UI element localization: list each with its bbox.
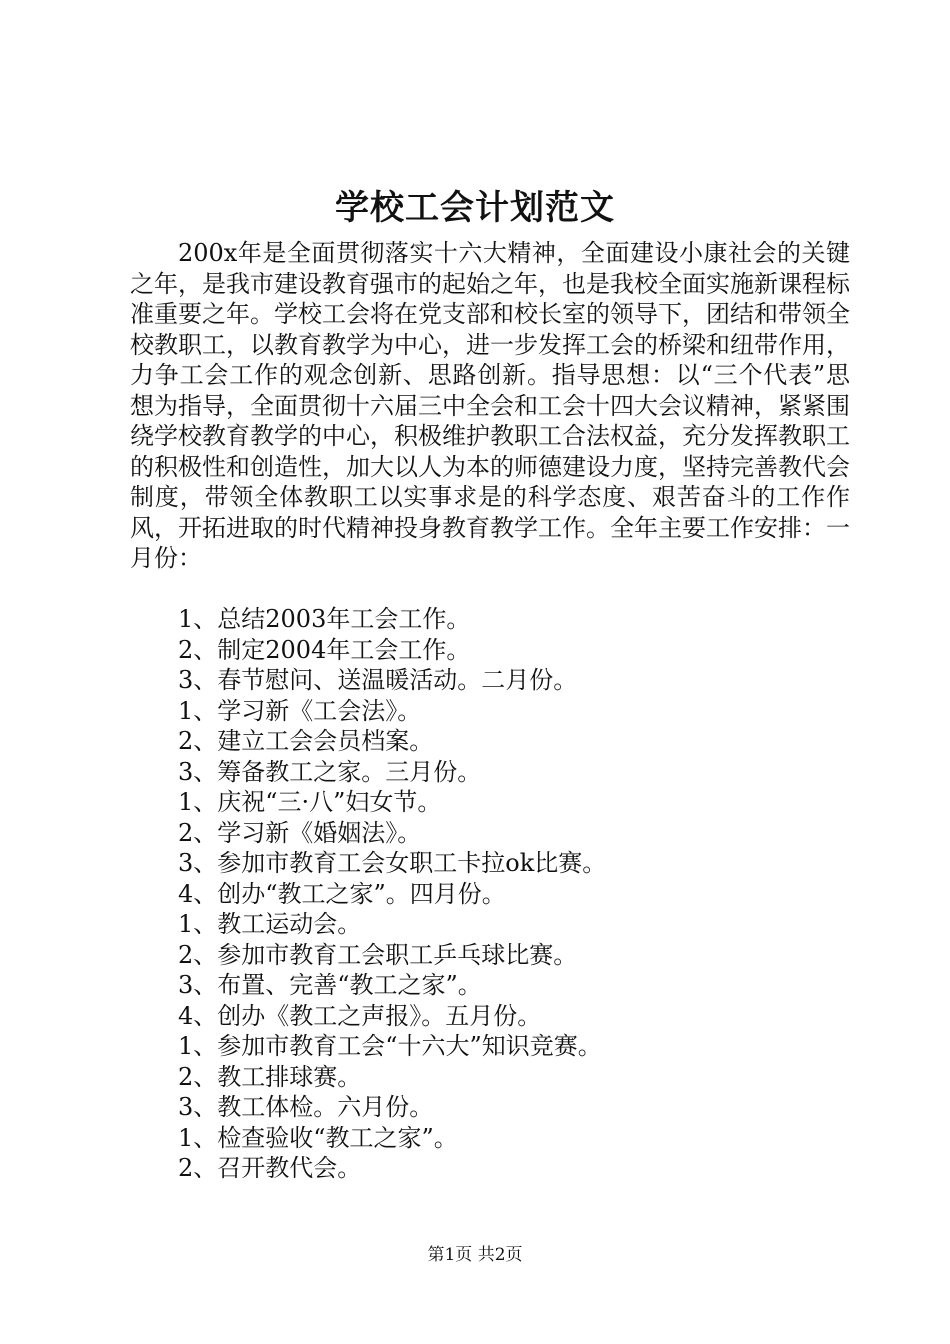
list-item: 4、创办“教工之家”。四月份。 bbox=[178, 879, 506, 908]
list-item: 1、教工运动会。 bbox=[178, 910, 362, 938]
list-item: 4、创办《教工之声报》。五月份。 bbox=[178, 1001, 542, 1030]
list-item: 2、建立工会会员档案。 bbox=[178, 727, 434, 755]
list-item: 3、教工体检。六月份。 bbox=[178, 1093, 434, 1121]
page-footer: 第1页 共2页 bbox=[427, 1245, 523, 1265]
list-item: 1、庆祝“三·八”妇女节。 bbox=[178, 788, 442, 816]
list-item: 1、学习新《工会法》。 bbox=[178, 696, 422, 725]
list-item: 1、检查验收“教工之家”。 bbox=[178, 1123, 458, 1152]
list-item: 2、教工排球赛。 bbox=[178, 1062, 362, 1091]
list-item: 3、参加市教育工会女职工卡拉ok比赛。 bbox=[178, 849, 607, 877]
intro-paragraph: 200x年是全面贯彻落实十六大精神，全面建设小康社会的关键之年，是我市建设教育强市的起始之年，也是我校全面实施新课程标准重要之年。学校工会将在党支部和校长室的领导下，团结和带领全校教职工，以教育教学为中心，进一步发挥工会的桥梁和纽带作用，力争工会工作的观念创新、思路创新。指导思想：以“三个代表”思想为指导，全面贯彻十六届三中全会和工会十四大会议精神，紧紧围绕学校教育教学的中心，积极维护教职工合法权益，充分发挥教职工的积极性和创造性，加大以人为本的师德建设力度，坚持完善教代会制度，带领全体教职工以实事求是的科学态度、艰苦奋斗的工作作风，开拓进取的时代精神投身教育教学工作。全年主要工作安排：一月份： bbox=[130, 239, 850, 572]
work-plan-list bbox=[178, 604, 838, 1184]
list-item: 3、布置、完善“教工之家”。 bbox=[178, 971, 482, 999]
list-item: 3、春节慰问、送温暖活动。二月份。 bbox=[178, 666, 578, 694]
document-title: 学校工会计划范文 bbox=[335, 188, 615, 228]
list-item: 1、总结2003年工会工作。 bbox=[178, 605, 471, 633]
list-item: 2、制定2004年工会工作。 bbox=[178, 635, 471, 664]
list-item: 2、召开教代会。 bbox=[178, 1154, 362, 1182]
list-item: 1、参加市教育工会“十六大”知识竞赛。 bbox=[178, 1032, 602, 1060]
list-item: 2、学习新《婚姻法》。 bbox=[178, 818, 422, 847]
list-item: 2、参加市教育工会职工乒乓球比赛。 bbox=[178, 940, 578, 969]
list-item: 3、筹备教工之家。三月份。 bbox=[178, 757, 482, 786]
